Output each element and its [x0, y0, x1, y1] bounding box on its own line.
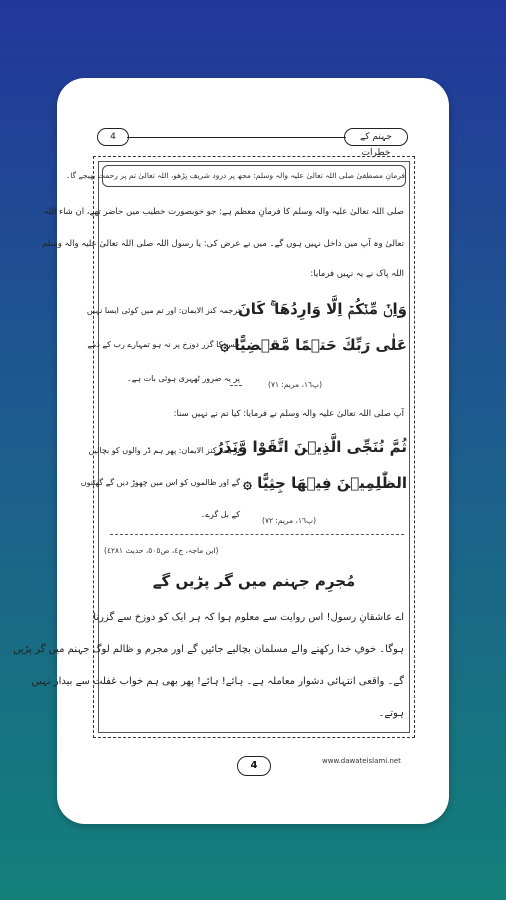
verse-reference: (پ١٦، مریم: ٧٢)	[262, 516, 317, 525]
verse-translation: گے اور ظالموں کو اس میں چھوڑ دیں گے گھٹنوں	[80, 478, 240, 487]
divider	[230, 385, 242, 386]
body-line: گے۔ واقعی انتہائی دشوار معاملہ ہے۔ ہائے! ہائے! پھر بھی ہم خواب غفلت سے بیدار نہیں	[31, 676, 404, 687]
paragraph-line: صلی اللہ تعالیٰ علیہ والہ وسلم کا فرمانِ معظم ہے: جو خوبصورت خطیب میں حاضر تھے، ان شاء اللہ	[43, 207, 404, 217]
body-line: اے عاشقانِ رسول! اس روایت سے معلوم ہوا کہ ہر ایک کو دوزخ سے گزرنا	[93, 612, 404, 623]
body-line: ہوگا۔ خوفِ خدا رکھنے والے مسلمان بچالیے جائیں گے اور مجرم و ظالم لوگ جہنم میں گر پڑیں	[13, 644, 404, 655]
quran-verse: ثُمَّ نُنَجِّى الَّذِيۡنَ اتَّقَوْا وَّنَذَرُ	[215, 438, 407, 456]
header-book-title: جہنم کے خطرات	[344, 128, 408, 146]
paragraph-line: تعالیٰ وہ آپ میں داخل نہیں ہوں گے۔ میں نے عرض کی: یا رسول اللہ صلی اللہ تعالیٰ علیہ والہ وسلم	[42, 239, 404, 249]
verse-reference: (پ١٦، مریم: ٧١)	[268, 380, 323, 389]
quran-verse: عَلٰى رَبِّكَ حَتۡمًا مَّقۡضِيًّا ۞	[220, 336, 407, 354]
header-rule	[127, 137, 346, 138]
divider	[110, 534, 404, 535]
quran-verse: الظّٰلِمِيۡنَ فِيۡهَا جِثِيًّا ۞	[243, 474, 407, 492]
quran-verse: وَاِنۡ مِّنۡكُمۡ اِلَّا وَارِدُهَا ۚ كَانَ	[238, 300, 407, 318]
website-url[interactable]: www.dawateislami.net	[322, 757, 401, 765]
verse-translation: کے بل گرے۔	[200, 510, 240, 519]
hadith-banner: فرمانِ مصطفیٰ صلی اللہ تعالیٰ علیہ والہ وسلم: مجھ پر درود شریف پڑھو، اللہ تعالیٰ تم پر رحمت بھیجے گا۔	[102, 165, 406, 187]
verse-translation: ترجمہ کنز الایمان: پھر ہم ڈر والوں کو بچالیں	[88, 446, 240, 455]
page-number: 4	[237, 756, 271, 776]
paragraph-line: اللہ پاک نے یہ نہیں فرمایا:	[310, 269, 404, 279]
page-header	[97, 128, 408, 158]
verse-translation: ترجمہ کنز الایمان: اور تم میں کوئی ایسا نہیں	[86, 306, 240, 315]
verse-translation: جس کا گزر دوزخ پر نہ ہو تمہارے رب کے ذمے	[87, 340, 240, 349]
section-heading: مُجرِم جہنم میں گر پڑیں گے	[152, 572, 356, 590]
hadith-source: (ابن ماجہ، ج٤، ص٥٠٥، حدیث ٤٢٨١)	[104, 546, 219, 555]
paragraph-line: آپ صلی اللہ تعالیٰ علیہ والہ وسلم نے فرمایا: کیا تم نے نہیں سنا:	[173, 409, 404, 419]
header-page-number: 4	[97, 128, 129, 146]
body-line: ہوتے۔	[378, 708, 404, 719]
verse-translation: پر یہ ضرور ٹھہری ہوئی بات ہے۔	[127, 374, 240, 383]
